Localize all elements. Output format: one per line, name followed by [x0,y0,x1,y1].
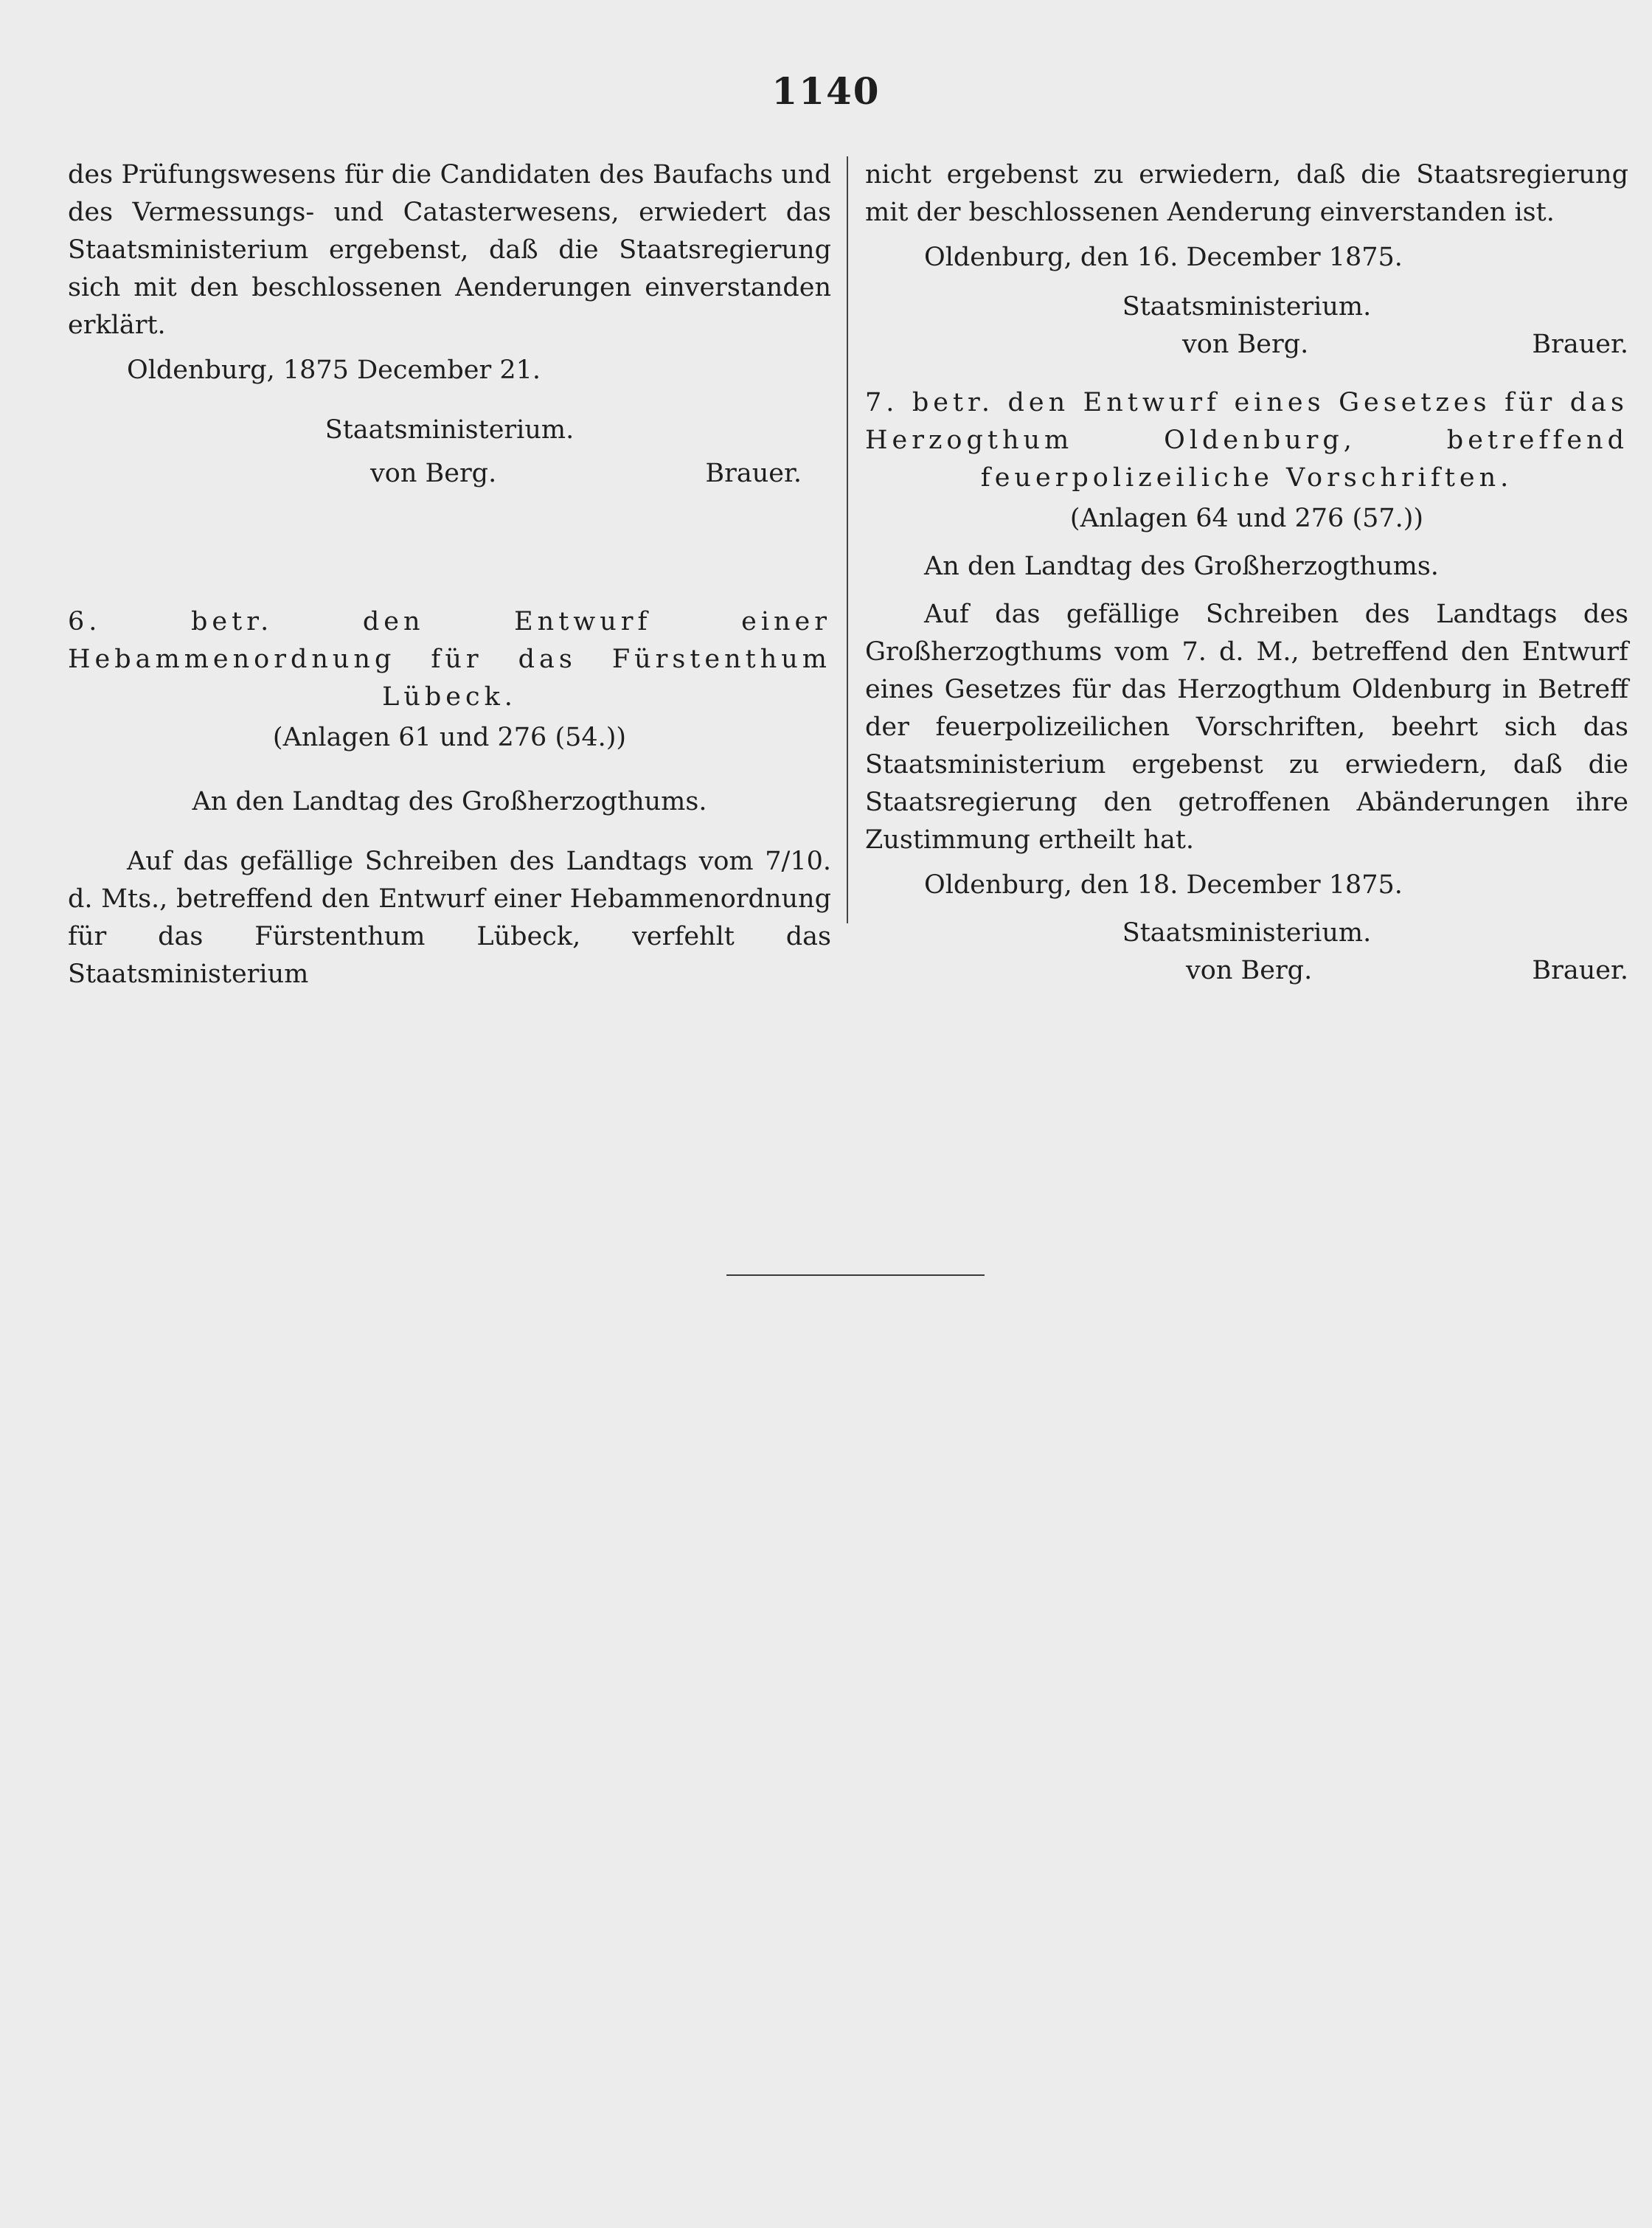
left-place-date: Oldenburg, 1875 December 21. [127,355,541,385]
left-signer-1: von Berg. [370,459,497,488]
left-signer-2: Brauer. [705,459,802,488]
item-6-address: An den Landtag des Großherzogthums. [192,787,707,816]
right-signers-2 [865,952,1628,990]
left-column [68,156,831,993]
right-ministry-2: Staatsministerium. [1122,918,1372,948]
end-rule [726,1274,985,1276]
item-6-body: Auf das gefällige Schreiben des Landtags vom 7/10. d. Mts., betreffend den Entwurf einer Hebammenordnung für das Fürstenthum Lübeck, verfehlt das Staatsministerium [68,847,831,989]
item-6-annex: (Anlagen 61 und 276 (54.)) [272,723,627,752]
right-signer-1a: von Berg. [1182,330,1309,359]
right-signer-1b: Brauer. [1532,330,1628,359]
column-divider [847,156,848,923]
item-7-address: An den Landtag des Großherzogthums. [924,552,1439,581]
left-signers [68,455,831,493]
item-7-heading: 7. betr. den Entwurf eines Gesetzes für das Herzogthum Oldenburg, betreffend feuerpolizeiliche Vorschriften. [865,388,1628,493]
right-place-date-1: Oldenburg, den 16. December 1875. [924,243,1403,272]
right-signer-2a: von Berg. [1186,956,1313,985]
right-signers-1 [865,326,1628,364]
item-6-heading: 6. betr. den Entwurf einer Hebammenordnung für das Fürstenthum Lübeck. [68,607,831,712]
right-column [865,156,1628,990]
right-signer-2b: Brauer. [1532,956,1628,985]
left-ministry: Staatsministerium. [324,415,575,445]
item-7-annex: (Anlagen 64 und 276 (57.)) [1069,504,1424,533]
right-place-date-2: Oldenburg, den 18. December 1875. [924,870,1403,900]
page-number: 1140 [771,69,881,113]
item-7-body: Auf das gefällige Schreiben des Landtags des Großherzogthums vom 7. d. M., betreffend den Entwurf eines Gesetzes für das Herzogthum Oldenburg in Betreff der feuerpolizeilichen Vorschriften, beehrt sich das Staatsministerium ergebenst zu erwiedern, daß die Staatsregierung den getroffenen Abänderungen ihre Zustimmung ertheilt hat. [865,600,1628,855]
right-ministry-1: Staatsministerium. [1122,292,1372,322]
right-continuation-text: nicht ergebenst zu erwiedern, daß die Staatsregierung mit der beschlossenen Aenderung einverstanden ist. [865,160,1628,227]
left-continuation-text: des Prüfungswesens für die Candidaten des Baufachs und des Vermessungs- und Catasterwesens, erwiedert das Staatsministerium ergebenst, daß die Staatsregierung sich mit den beschlossenen Aenderungen einverstanden erklärt. [68,160,831,340]
